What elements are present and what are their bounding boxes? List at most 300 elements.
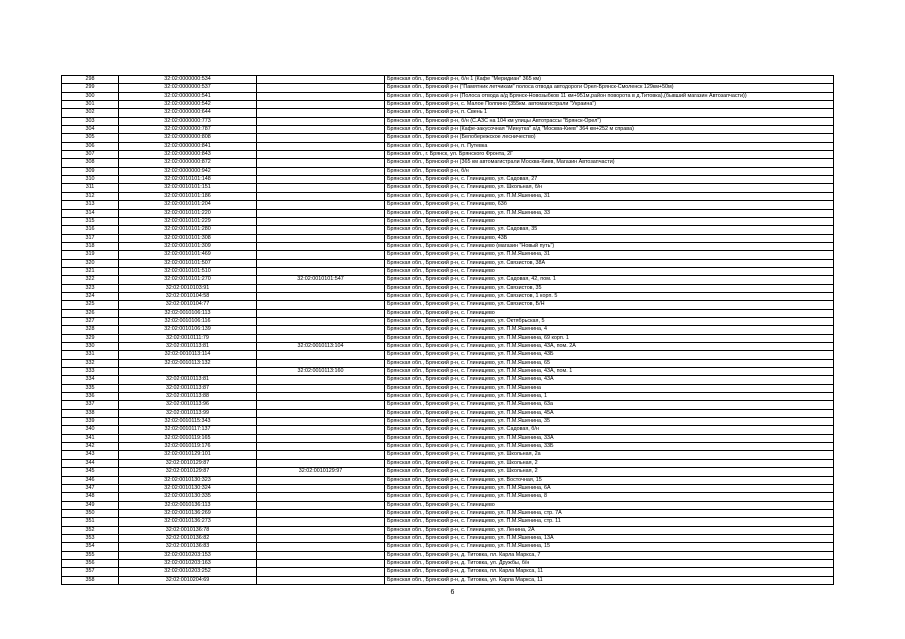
cadastral-number-cell: 32:02:0010101:308 [119,234,257,242]
registry-table [61,75,834,585]
table-row [62,509,834,517]
object-number-cell [257,117,385,125]
address-cell: Брянская обл., Брянский р-н, с. Глинищево, ул. П.М.Яшенина, 45А [385,409,834,417]
table-row [62,159,834,167]
address-cell: Брянская обл., Брянский р-н, с. Глинищево, ул. Школьная, 2 [385,459,834,467]
row-number-cell: 341 [62,434,119,442]
row-number-cell: 318 [62,242,119,250]
cadastral-number-cell: 32:02:0010106:113 [119,309,257,317]
cadastral-number-cell: 32:02:0000000:644 [119,109,257,117]
object-number-cell [257,443,385,451]
row-number-cell: 302 [62,109,119,117]
row-number-cell: 303 [62,117,119,125]
row-number-cell: 311 [62,184,119,192]
row-number-cell: 347 [62,484,119,492]
table-row [62,518,834,526]
row-number-cell: 349 [62,501,119,509]
table-row [62,267,834,275]
address-cell: Брянская обл., Брянский р-н, с. Глинищево, ул. П.М.Яшенина, 43Б [385,351,834,359]
cadastral-number-cell: 32:02:0010101:309 [119,242,257,250]
row-number-cell: 352 [62,526,119,534]
cadastral-number-cell: 32:02:0000000:872 [119,159,257,167]
row-number-cell: 327 [62,317,119,325]
address-cell: Брянская обл., Брянский р-н, с. Глинищево, ул. Связистов, Б/Н [385,301,834,309]
table-row [62,259,834,267]
object-number-cell [257,418,385,426]
object-number-cell [257,134,385,142]
address-cell: Брянская обл., Брянский р-н, с. Глинищево, ул. П.М.Яшенина, 33 [385,209,834,217]
table-row [62,334,834,342]
address-cell: Брянская обл., Брянский р-н, с. Глинищево, 63б [385,201,834,209]
object-number-cell [257,92,385,100]
cadastral-number-cell: 32:02:0010117:137 [119,426,257,434]
table-row [62,276,834,284]
address-cell: Брянская обл., Брянский р-н, с. Глинищево, ул. П.М.Яшенина, 69 корп. 1 [385,334,834,342]
cadastral-number-cell: 32:02:0010203:163 [119,559,257,567]
row-number-cell: 340 [62,426,119,434]
table-row [62,226,834,234]
row-number-cell: 343 [62,451,119,459]
table-row [62,434,834,442]
address-cell: Брянская обл., Брянский р-н, с. Глинищево, ул. Садовая, 35 [385,226,834,234]
cadastral-number-cell: 32:02:0000000:542 [119,101,257,109]
address-cell: Брянская обл., Брянский р-н, с. Глинищево, ул. П.М.Яшенина, 31 [385,192,834,200]
address-cell: Брянская обл., Брянский р-н, с. Глинищево, ул. Садовая, 27 [385,176,834,184]
table-row [62,443,834,451]
cadastral-number-cell: 32:02:0010106:139 [119,326,257,334]
cadastral-number-cell: 32:02:0010101:270 [119,276,257,284]
address-cell: Брянская обл., Брянский р-н, с. Глинищево, ул. П.М.Яшенина, 31 [385,251,834,259]
row-number-cell: 329 [62,334,119,342]
object-number-cell [257,326,385,334]
object-number-cell [257,301,385,309]
address-cell: Брянская обл., Брянский р-н, б/н 1 (Кафе "Меридиан" 365 км) [385,76,834,84]
cadastral-number-cell: 32:02:0000000:808 [119,134,257,142]
address-cell: Брянская обл., Брянский р-н (Кафе-закусочная "Минутка" а/д "Москва-Киев" 364 км+252 м справа) [385,126,834,134]
object-number-cell [257,242,385,250]
address-cell: Брянская обл., Брянский р-н, д. Титовка, пл. Карла Маркса, 7 [385,551,834,559]
table-row [62,84,834,92]
cadastral-number-cell: 32:02:0000000:541 [119,92,257,100]
cadastral-number-cell: 32:02:0000000:773 [119,117,257,125]
address-cell: Брянская обл., Брянский р-н, с. Глинищево, ул. П.М.Яшенина, 1 [385,393,834,401]
object-number-cell [257,501,385,509]
table-row [62,359,834,367]
row-number-cell: 326 [62,309,119,317]
cadastral-number-cell: 32:02:0010130:324 [119,484,257,492]
row-number-cell: 323 [62,284,119,292]
cadastral-number-cell: 32:02:0010136:113 [119,501,257,509]
object-number-cell [257,167,385,175]
cadastral-number-cell: 32:02:0010111:79 [119,334,257,342]
object-number-cell [257,576,385,584]
table-row [62,251,834,259]
table-row [62,151,834,159]
table-row [62,284,834,292]
address-cell: Брянская обл., Брянский р-н (Белобережское лесничество) [385,134,834,142]
address-cell: Брянская обл., Брянский р-н, с. Глинищево, ул. П.М.Яшенина, 35 [385,418,834,426]
address-cell: Брянская обл., Брянский р-н (365 км автомагистрали Москва-Киев, Магазин Автозапчасти) [385,159,834,167]
cadastral-number-cell: 32:02:0000000:537 [119,84,257,92]
table-row [62,309,834,317]
cadastral-number-cell [119,368,257,376]
object-number-cell [257,426,385,434]
table-row [62,167,834,175]
table-row [62,317,834,325]
cadastral-number-cell: 32:02:0000000:787 [119,126,257,134]
object-number-cell [257,384,385,392]
address-cell: Брянская обл., Брянский р-н, б/н (С.АЗС на 104 км улицы Автотрассы "Брянск-Орел") [385,117,834,125]
address-cell: Брянская обл., Брянский р-н, д. Титовка, пл. Карла Маркса, 11 [385,568,834,576]
address-cell: Брянская обл., Брянский р-н ("Памятник летчикам" полоса отвода автодороги Орел-Брянск-Смоленск 129км+50м) [385,84,834,92]
row-number-cell: 350 [62,509,119,517]
object-number-cell [257,518,385,526]
table-row [62,76,834,84]
object-number-cell [257,176,385,184]
row-number-cell: 335 [62,384,119,392]
row-number-cell: 333 [62,368,119,376]
cadastral-number-cell: 32:02:0010129:87 [119,468,257,476]
address-cell: Брянская обл., Брянский р-н, с. Глинищево, ул. П.М.Яшенина, 33А [385,434,834,442]
table-row [62,568,834,576]
object-number-cell [257,559,385,567]
object-number-cell [257,184,385,192]
row-number-cell: 324 [62,292,119,300]
cadastral-number-cell: 32:02:0000000:534 [119,76,257,84]
cadastral-number-cell: 32:02:0010115:343 [119,418,257,426]
table-row [62,301,834,309]
address-cell: Брянская обл., Брянский р-н, б/н [385,167,834,175]
table-row [62,543,834,551]
address-cell: Брянская обл., Брянский р-н, с. Глинищево, ул. Садовая, 42, пом. 1 [385,276,834,284]
row-number-cell: 315 [62,217,119,225]
object-number-cell [257,334,385,342]
cadastral-number-cell: 32:02:0010204:69 [119,576,257,584]
row-number-cell: 344 [62,459,119,467]
table-row [62,376,834,384]
cadastral-number-cell: 32:02:0000000:843 [119,151,257,159]
cadastral-number-cell: 32:02:0010101:148 [119,176,257,184]
cadastral-number-cell: 32:02:0010113:114 [119,351,257,359]
address-cell: Брянская обл., Брянский р-н, с. Глинищево, ул. Октябрьская, 5 [385,317,834,325]
object-number-cell [257,251,385,259]
row-number-cell: 357 [62,568,119,576]
cadastral-number-cell: 32:02:0010103:91 [119,284,257,292]
table-row [62,576,834,584]
table-row [62,176,834,184]
cadastral-number-cell: 32:02:0010136:273 [119,518,257,526]
object-number-cell [257,201,385,209]
row-number-cell: 308 [62,159,119,167]
cadastral-number-cell: 32:02:0010129:101 [119,451,257,459]
row-number-cell: 355 [62,551,119,559]
table-row [62,109,834,117]
row-number-cell: 348 [62,493,119,501]
address-cell: Брянская обл., Брянский р-н, с. Глинищево, ул. Школьная, б/н [385,184,834,192]
row-number-cell: 345 [62,468,119,476]
object-number-cell [257,476,385,484]
object-number-cell: 32:02:0010101:547 [257,276,385,284]
table-row [62,418,834,426]
row-number-cell: 313 [62,201,119,209]
object-number-cell [257,451,385,459]
row-number-cell: 356 [62,559,119,567]
row-number-cell: 325 [62,301,119,309]
address-cell: Брянская обл., Брянский р-н, с. Глинищево, ул. П.М.Яшенина, 6А [385,484,834,492]
object-number-cell [257,259,385,267]
address-cell: Брянская обл., Брянский р-н, с. Глинищево, ул. П.М.Яшенина, 13А [385,534,834,542]
row-number-cell: 346 [62,476,119,484]
row-number-cell: 330 [62,343,119,351]
cadastral-number-cell: 32:02:0010106:116 [119,317,257,325]
object-number-cell [257,284,385,292]
table-row [62,209,834,217]
address-cell: Брянская обл., Брянский р-н, с. Глинищево, ул. Ленина, 2А [385,526,834,534]
table-row [62,201,834,209]
table-row [62,484,834,492]
table-row [62,526,834,534]
address-cell: Брянская обл., Брянский р-н, с. Глинищево, ул. П.М.Яшенина [385,384,834,392]
cadastral-number-cell: 32:02:0010136:82 [119,534,257,542]
cadastral-number-cell: 32:02:0010130:323 [119,476,257,484]
table-row [62,184,834,192]
address-cell: Брянская обл., Брянский р-н, с. Глинищево, ул. Восточная, 15 [385,476,834,484]
row-number-cell: 354 [62,543,119,551]
row-number-cell: 316 [62,226,119,234]
table-row [62,459,834,467]
cadastral-number-cell: 32:02:0010113:88 [119,393,257,401]
object-number-cell: 32:02:0010113:160 [257,368,385,376]
address-cell: Брянская обл., Брянский р-н, с. Глинищево [385,501,834,509]
object-number-cell [257,159,385,167]
row-number-cell: 301 [62,101,119,109]
table-row [62,192,834,200]
table-row [62,326,834,334]
address-cell: Брянская обл., Брянский р-н, с. Глинищево, ул. Связистов, 35 [385,284,834,292]
cadastral-number-cell: 32:02:0010119:176 [119,443,257,451]
row-number-cell: 321 [62,267,119,275]
object-number-cell: 32:02:0010113:104 [257,343,385,351]
row-number-cell: 310 [62,176,119,184]
row-number-cell: 339 [62,418,119,426]
address-cell: Брянская обл., Брянский р-н, п. Свень 1 [385,109,834,117]
address-cell: Брянская обл., Брянский р-н, с. Глинищево [385,267,834,275]
row-number-cell: 351 [62,518,119,526]
row-number-cell: 306 [62,142,119,150]
cadastral-number-cell: 32:02:0010113:99 [119,409,257,417]
cadastral-number-cell: 32:02:0010104:58 [119,292,257,300]
table-row [62,92,834,100]
row-number-cell: 298 [62,76,119,84]
address-cell: Брянская обл., Брянский р-н, с. Глинищево, ул. П.М.Яшенина, 43А, пом. 1 [385,368,834,376]
row-number-cell: 299 [62,84,119,92]
row-number-cell: 307 [62,151,119,159]
object-number-cell [257,217,385,225]
address-cell: Брянская обл., Брянский р-н, с. Глинищево, ул. Связистов, 38А [385,259,834,267]
row-number-cell: 342 [62,443,119,451]
address-cell: Брянская обл., Брянский р-н, д. Титовка, ул. Дружбы, б/н [385,559,834,567]
address-cell: Брянская обл., Брянский р-н, с. Глинищево, ул. П.М.Яшенина, 65 [385,359,834,367]
object-number-cell [257,568,385,576]
table-row [62,134,834,142]
object-number-cell [257,401,385,409]
cadastral-number-cell: 32:02:0010203:252 [119,568,257,576]
object-number-cell [257,459,385,467]
row-number-cell: 322 [62,276,119,284]
cadastral-number-cell: 32:02:0010101:151 [119,184,257,192]
object-number-cell [257,109,385,117]
address-cell: Брянская обл., Брянский р-н, с. Глинищево (магазин "Новый путь") [385,242,834,250]
cadastral-number-cell: 32:02:0010113:96 [119,401,257,409]
address-cell: Брянская обл., Брянский р-н, д. Титовка, ул. Карла Маркса, 11 [385,576,834,584]
table-row [62,393,834,401]
cadastral-number-cell: 32:02:0010130:335 [119,493,257,501]
cadastral-number-cell: 32:02:0010136:83 [119,543,257,551]
table-row [62,351,834,359]
row-number-cell: 338 [62,409,119,417]
table-row [62,493,834,501]
object-number-cell [257,142,385,150]
cadastral-number-cell: 32:02:0010101:469 [119,251,257,259]
table-row [62,501,834,509]
object-number-cell [257,309,385,317]
table-row [62,451,834,459]
cadastral-number-cell: 32:02:0010101:280 [119,226,257,234]
address-cell: Брянская обл., Брянский р-н, с. Глинищево, ул. П.М.Яшенина, 43А [385,376,834,384]
object-number-cell [257,292,385,300]
object-number-cell [257,509,385,517]
object-number-cell [257,359,385,367]
address-cell: Брянская обл., Брянский р-н, с. Глинищево, ул. П.М.Яшенина, 15 [385,543,834,551]
object-number-cell [257,317,385,325]
address-cell: Брянская обл., Брянский р-н, с. Глинищево [385,217,834,225]
cadastral-number-cell: 32:02:0010113:87 [119,384,257,392]
row-number-cell: 331 [62,351,119,359]
object-number-cell [257,192,385,200]
row-number-cell: 334 [62,376,119,384]
table-row [62,117,834,125]
object-number-cell [257,376,385,384]
row-number-cell: 353 [62,534,119,542]
page-number: 6 [450,589,455,596]
object-number-cell [257,434,385,442]
object-number-cell [257,209,385,217]
address-cell: Брянская обл., г. Брянск, ул. Брянского Фронта, 2Г [385,151,834,159]
table-row [62,426,834,434]
cadastral-number-cell: 32:02:0010104:77 [119,301,257,309]
table-row [62,368,834,376]
cadastral-number-cell: 32:02:0010119:165 [119,434,257,442]
address-cell: Брянская обл., Брянский р-н, с. Глинищево, ул. П.М.Яшенина, стр. 11 [385,518,834,526]
address-cell: Брянская обл., Брянский р-н, с. Малое Полпино (355км. автомагистрали "Украина") [385,101,834,109]
row-number-cell: 336 [62,393,119,401]
table-row [62,384,834,392]
object-number-cell [257,493,385,501]
table-row [62,142,834,150]
object-number-cell [257,526,385,534]
cadastral-number-cell: 32:02:0010101:220 [119,209,257,217]
cadastral-number-cell: 32:02:0010113:81 [119,376,257,384]
object-number-cell [257,534,385,542]
cadastral-number-cell: 32:02:0000000:841 [119,142,257,150]
object-number-cell [257,267,385,275]
object-number-cell [257,76,385,84]
address-cell: Брянская обл., Брянский р-н, с. Глинищево, ул. Школьная, 2 [385,468,834,476]
row-number-cell: 358 [62,576,119,584]
cadastral-number-cell: 32:02:0010101:204 [119,201,257,209]
object-number-cell [257,543,385,551]
cadastral-number-cell: 32:02:0010101:507 [119,259,257,267]
table-row [62,242,834,250]
registry-table-body [62,76,834,585]
row-number-cell: 305 [62,134,119,142]
object-number-cell: 32:02:0010129:97 [257,468,385,476]
cadastral-number-cell: 32:02:0010101:510 [119,267,257,275]
row-number-cell: 312 [62,192,119,200]
table-row [62,217,834,225]
table-row [62,476,834,484]
address-cell: Брянская обл., Брянский р-н, с. Глинищево, ул. Садовая, б/н [385,426,834,434]
table-row [62,401,834,409]
object-number-cell [257,151,385,159]
row-number-cell: 328 [62,326,119,334]
table-row [62,234,834,242]
cadastral-number-cell: 32:02:0000000:942 [119,167,257,175]
table-row [62,468,834,476]
cadastral-number-cell: 32:02:0010136:78 [119,526,257,534]
object-number-cell [257,351,385,359]
object-number-cell [257,126,385,134]
address-cell: Брянская обл., Брянский р-н, с. Глинищево, ул. П.М.Яшенина, 43А, пом. 2А [385,343,834,351]
table-row [62,409,834,417]
address-cell: Брянская обл., Брянский р-н, с. Глинищево, ул. Связистов, 1 корп. 5 [385,292,834,300]
cadastral-number-cell: 32:02:0010101:229 [119,217,257,225]
row-number-cell: 332 [62,359,119,367]
object-number-cell [257,484,385,492]
address-cell: Брянская обл., Брянский р-н, с. Глинищево, ул. П.М.Яшенина, 63а [385,401,834,409]
table-row [62,292,834,300]
table-row [62,551,834,559]
address-cell: Брянская обл., Брянский р-н, с. Глинищево, 43Б [385,234,834,242]
table-row [62,343,834,351]
object-number-cell [257,226,385,234]
address-cell: Брянская обл., Брянский р-н, с. Глинищево, ул. Школьная, 2а [385,451,834,459]
cadastral-number-cell: 32:02:0010101:186 [119,192,257,200]
table-row [62,534,834,542]
table-row [62,126,834,134]
address-cell: Брянская обл., Брянский р-н, с. Глинищево, ул. П.М.Яшенина, 33Б [385,443,834,451]
row-number-cell: 309 [62,167,119,175]
cadastral-number-cell: 32:02:0010129:87 [119,459,257,467]
cadastral-number-cell: 32:02:0010136:269 [119,509,257,517]
row-number-cell: 319 [62,251,119,259]
address-cell: Брянская обл., Брянский р-н, с. Глинищево [385,309,834,317]
address-cell: Брянская обл., Брянский р-н, с. Глинищево, ул. П.М.Яшенина, стр. 7А [385,509,834,517]
object-number-cell [257,101,385,109]
row-number-cell: 320 [62,259,119,267]
table-row [62,101,834,109]
cadastral-number-cell: 32:02:0010113:132 [119,359,257,367]
cadastral-number-cell: 32:02:0010203:153 [119,551,257,559]
row-number-cell: 337 [62,401,119,409]
row-number-cell: 314 [62,209,119,217]
address-cell: Брянская обл., Брянский р-н (Полоса отвода а/д Брянск-Новозыбков 11 км+951м,район поворота в д.Титовка),(бывший магазин Автозапчасти)) [385,92,834,100]
row-number-cell: 317 [62,234,119,242]
object-number-cell [257,409,385,417]
table-row [62,559,834,567]
object-number-cell [257,393,385,401]
row-number-cell: 304 [62,126,119,134]
